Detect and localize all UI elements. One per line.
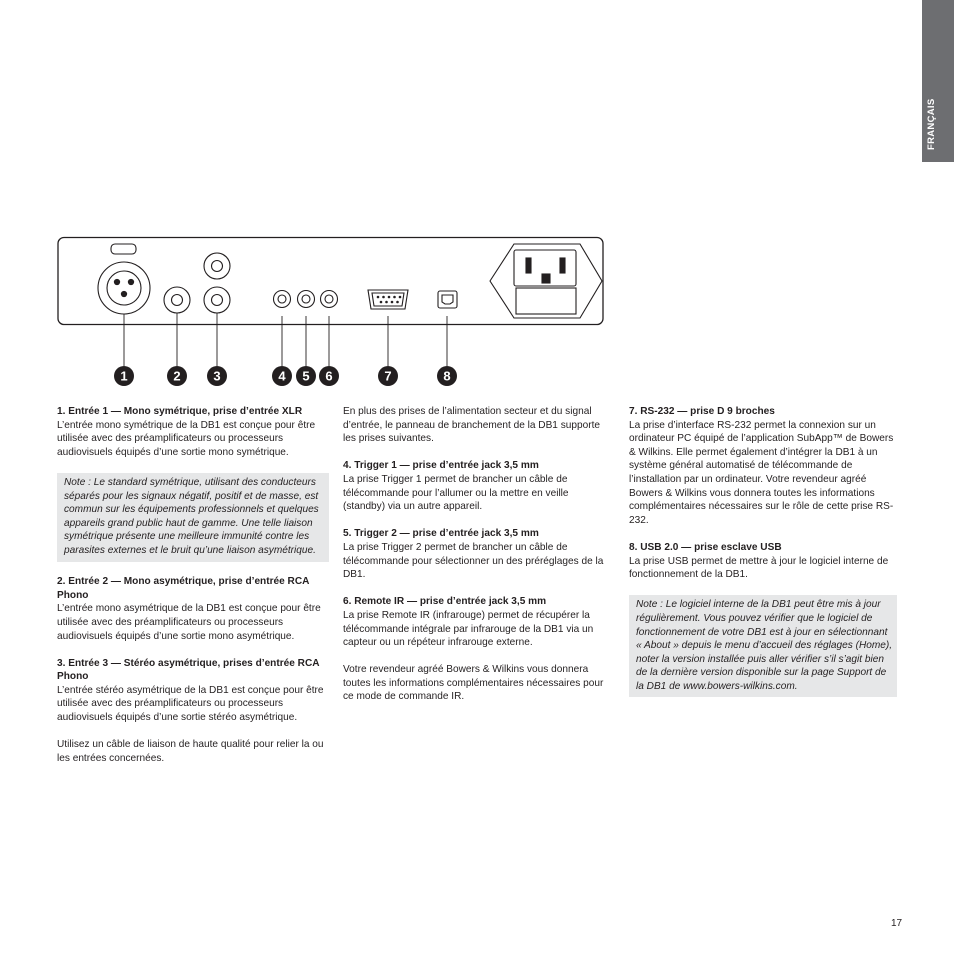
callout-5	[296, 366, 316, 386]
section-heading-entree-3: 3. Entrée 3 — Stéréo asymétrique, prises d’entrée RCA Phono	[57, 657, 320, 683]
section-heading-entree-2: 2. Entrée 2 — Mono asymétrique, prise d’entrée RCA Phono	[57, 576, 310, 601]
section-body-remote-ir: La prise Remote IR (infrarouge) permet de récupérer la télécommande intégrale par infrarouge de la DB1 via un capteur ou un répéteur infrarouge externe.	[343, 609, 594, 649]
section-body-entree-3: L’entrée stéréo asymétrique de la DB1 est conçue pour être utilisée avec des préamplificateurs ou processeurs audiovisuels équipés d’une sortie stéréo asymétrique.	[57, 684, 324, 724]
rca-mono-connector	[164, 287, 190, 313]
section-body-usb: La prise USB permet de mettre à jour le logiciel interne de fonctionnement de la DB1.	[629, 555, 889, 581]
section-heading-usb: 8. USB 2.0 — prise esclave USB	[629, 541, 782, 553]
callout-7	[378, 366, 398, 386]
callout-2	[167, 366, 187, 386]
section-heading-entree-1: 1. Entrée 1 — Mono symétrique, prise d’entrée XLR	[57, 406, 303, 417]
closing-paragraph-middle: Votre revendeur agréé Bowers & Wilkins vous donnera toutes les informations complémentaires nécessaires pour ce mode de commande IR.	[343, 664, 604, 703]
svg-text:7: 7	[384, 368, 392, 384]
svg-text:6: 6	[325, 368, 333, 384]
xlr-connector	[98, 244, 150, 314]
language-tab	[922, 0, 954, 162]
column-left	[57, 405, 329, 765]
section-heading-remote-ir: 6. Remote IR — prise d’entrée jack 3,5 mm	[343, 596, 547, 608]
note-firmware: Note : Le logiciel interne de la DB1 peut être mis à jour régulièrement. Vous pouvez vérifier que le logiciel de fonctionnement de votre DB1 est à jour en sélectionnant « About » depuis le menu d’accueil des réglages (Home), noter la version installée puis aller vérifier s’il s’agit bien de la dernière version disponible sur la page Support de la DB1 de www.bowers-wilkins.com.	[629, 595, 897, 697]
section-body-trigger-1: La prise Trigger 1 permet de brancher un câble de télécommande pour l’allumer ou la mettre en veille (standby) via un autre appareil.	[343, 473, 569, 513]
callout-8	[437, 366, 457, 386]
section-body-trigger-2: La prise Trigger 2 permet de brancher un câble de télécommande pour sélectionner un des préréglages de la DB1.	[343, 541, 604, 581]
svg-text:3: 3	[213, 368, 221, 384]
callout-1	[114, 366, 134, 386]
closing-paragraph-left: Utilisez un câble de liaison de haute qualité pour relier la ou les entrées concernées.	[57, 739, 324, 764]
language-label: FRANÇAIS	[926, 98, 937, 150]
section-body-entree-2: L’entrée mono asymétrique de la DB1 est conçue pour être utilisée avec des préamplificateurs ou processeurs audiovisuels équipés d’une sortie mono asymétrique.	[57, 603, 321, 642]
callout-4	[272, 366, 292, 386]
note-balanced: Note : Le standard symétrique, utilisant des conducteurs séparés pour les signaux négatif, positif et de masse, est commun sur les équipements professionnels et quelques appareils grand public haut de gamme. Une telle liaison symétrique présente une meilleure immunité contre les parasites externes et le bruit qu’une liaison asymétrique.	[57, 473, 329, 562]
section-heading-trigger-2: 5. Trigger 2 — prise d’entrée jack 3,5 mm	[343, 528, 539, 540]
column-middle	[343, 405, 609, 704]
svg-text:2: 2	[173, 368, 181, 384]
intro-paragraph: En plus des prises de l’alimentation secteur et du signal d’entrée, le panneau de branchement de la DB1 supporte les prises suivantes.	[343, 406, 601, 445]
power-inlet	[490, 244, 602, 318]
section-body-rs232: La prise d’interface RS-232 permet la connexion sur un ordinateur PC équipé de l’application SubApp™ de Bowers & Wilkins. Elle permet également d’intégrer la DB1 à un système général automatisé de télécommande de l’installation par un ordinateur. Votre revendeur agréé Bowers & Wilkins vous donnera toutes les informations complémentaires nécessaires sur le rôle de cette prise RS-232.	[629, 419, 894, 526]
callout-3	[207, 366, 227, 386]
page-number: 17	[891, 918, 903, 929]
callout-6	[319, 366, 339, 386]
svg-text:4: 4	[278, 368, 286, 384]
svg-text:1: 1	[120, 368, 128, 384]
section-heading-trigger-1: 4. Trigger 1 — prise d’entrée jack 3,5 mm	[343, 460, 539, 472]
svg-text:8: 8	[443, 368, 451, 384]
usb-connector	[438, 291, 457, 308]
column-right	[629, 405, 897, 697]
rca-stereo-connectors	[204, 253, 230, 313]
jack-connectors	[274, 291, 338, 308]
svg-text:5: 5	[302, 368, 310, 384]
rs232-connector	[368, 290, 408, 309]
section-body-entree-1: L’entrée mono symétrique de la DB1 est conçue pour être utilisée avec des préamplificateurs ou processeurs audiovisuels équipés d’une sortie mono symétrique.	[57, 419, 316, 458]
rear-panel-diagram	[56, 236, 608, 396]
section-heading-rs232: 7. RS-232 — prise D 9 broches	[629, 406, 775, 417]
